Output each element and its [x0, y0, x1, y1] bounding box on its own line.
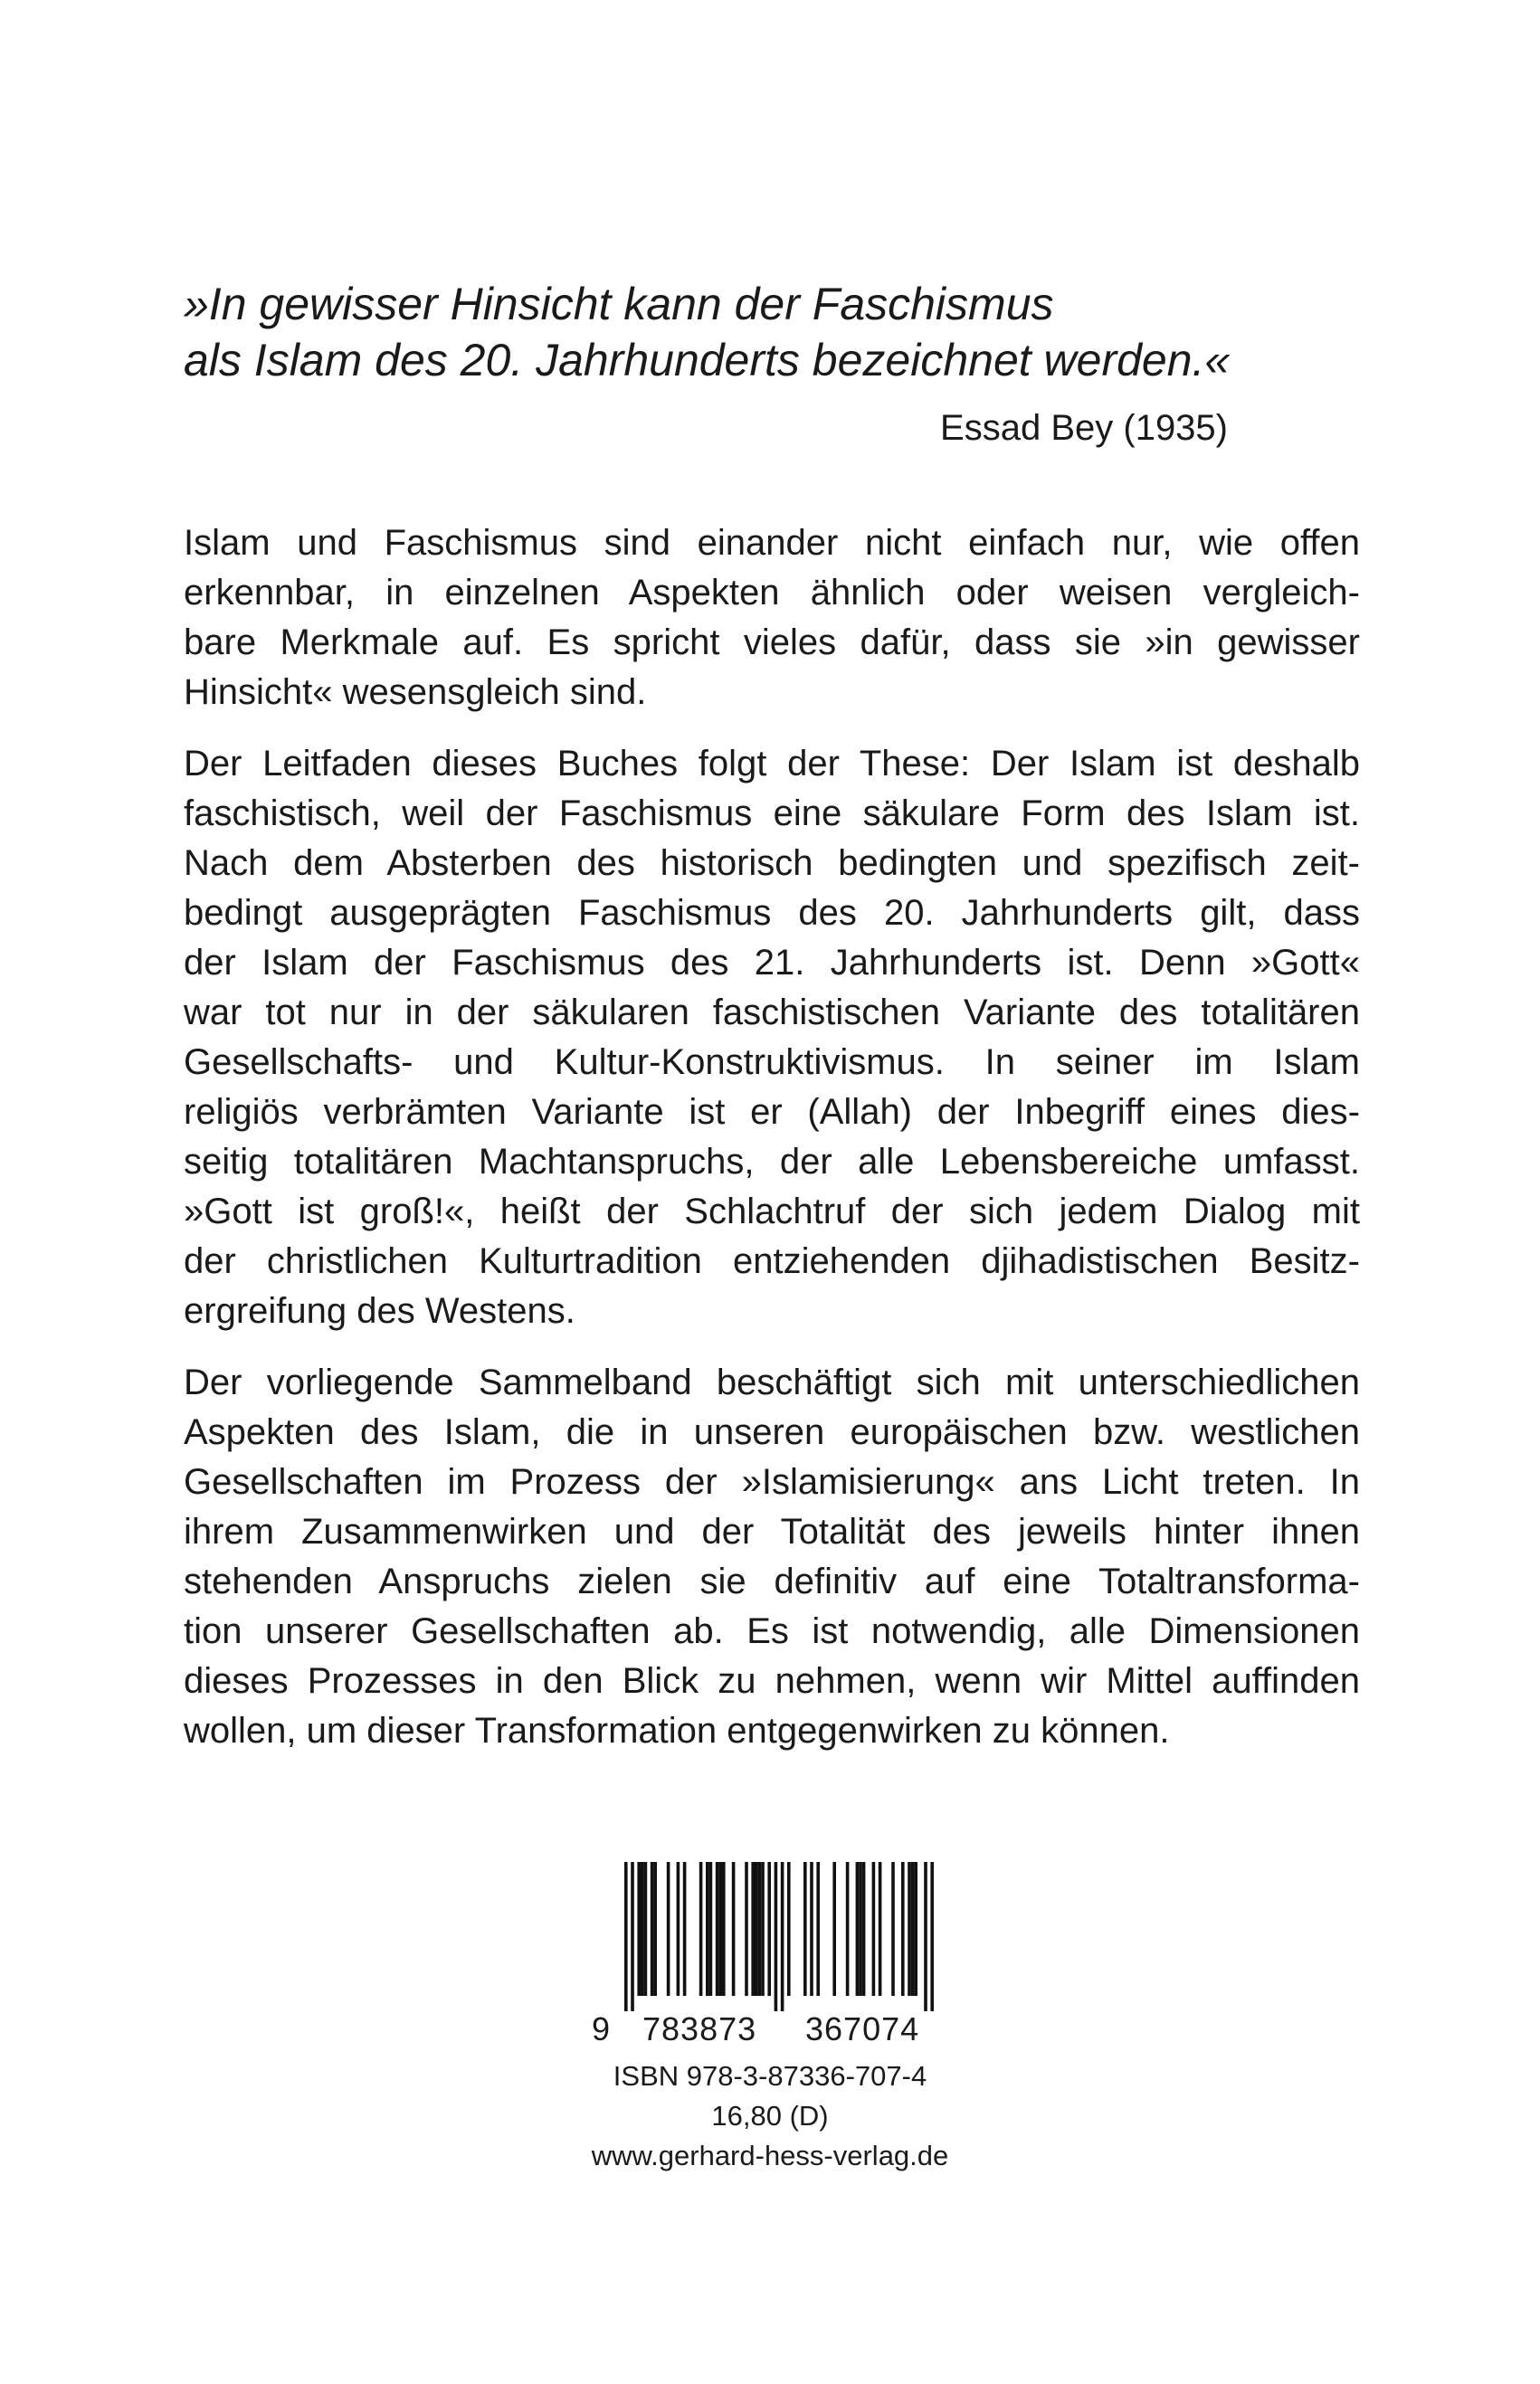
barcode-bar-8 — [677, 1862, 680, 1996]
text-line: »Gott ist groß!«, heißt der Schlachtruf der sich jedem Dialog mit — [184, 1192, 1360, 1231]
barcode-bar-7 — [667, 1862, 670, 1996]
barcode-bar-10 — [699, 1862, 703, 1996]
barcode-bar-13 — [716, 1862, 719, 1996]
barcode-digits — [590, 2007, 970, 2052]
text-line: bedingt ausgeprägten Faschismus des 20. Jahrhunderts gilt, dass — [184, 893, 1360, 933]
text-line: ihrem Zusammenwirken und der Totalität des jeweils hinter ihnen — [184, 1512, 1360, 1552]
barcode-bar-6 — [653, 1862, 657, 1996]
text-line: Der vorliegende Sammelband beschäftigt sich mit unterschiedlichen — [184, 1363, 1360, 1402]
text-line: faschistisch, weil der Faschismus eine säkulare Form des Islam ist. — [184, 793, 1360, 833]
barcode-bar-14 — [718, 1862, 722, 1996]
barcode-bar-35 — [879, 1862, 882, 1996]
barcode-bar-16 — [732, 1862, 736, 1996]
text-line: Nach dem Absterben des historisch bedingten und spezifisch zeit- — [184, 843, 1360, 883]
barcode-digit-first: 9 — [592, 2010, 611, 2047]
barcode-bar-18 — [751, 1862, 755, 1996]
barcode-bar-5 — [651, 1862, 654, 1996]
barcode-bar-4 — [644, 1862, 648, 1996]
quote-line-1: »In gewisser Hinsicht kann der Faschismus — [184, 279, 1054, 329]
barcode-bar-39 — [911, 1862, 915, 1996]
barcode-bar-0 — [624, 1862, 628, 2011]
barcode-bar-26 — [803, 1862, 807, 1996]
barcode-bar-31 — [856, 1862, 860, 1996]
text-line: bare Merkmale auf. Es spricht vieles dafür, dass sie »in gewisser — [184, 622, 1360, 662]
text-line: der christlichen Kulturtradition entziehenden djihadistischen Besitz- — [184, 1241, 1360, 1281]
barcode-bar-38 — [908, 1862, 911, 1996]
text-line: Aspekten des Islam, die in unseren europäischen bzw. westlichen — [184, 1412, 1360, 1452]
text-line: dieses Prozesses in den Blick zu nehmen, wenn wir Mittel auffinden — [184, 1661, 1360, 1701]
isbn-barcode — [590, 1862, 970, 2052]
paragraph-1 — [184, 518, 1360, 717]
barcode-digits-right: 367074 — [805, 2010, 920, 2047]
epigraph-quote — [184, 276, 1231, 388]
text-line: Hinsicht« wesensgleich sind. — [184, 672, 647, 712]
barcode-bar-23 — [775, 1862, 778, 2011]
barcode-bar-24 — [781, 1862, 784, 2011]
text-line: ergreifung des Westens. — [184, 1291, 575, 1331]
text-line: Der Leitfaden dieses Buches folgt der These: Der Islam ist deshalb — [184, 744, 1360, 784]
text-line: erkennbar, in einzelnen Aspekten ähnlich oder weisen vergleich- — [184, 573, 1360, 613]
barcode-bar-40 — [914, 1862, 917, 1996]
barcode-bar-25 — [787, 1862, 791, 1996]
barcode-bar-37 — [901, 1862, 905, 1996]
barcode-bar-17 — [745, 1862, 748, 1996]
barcode-bar-2 — [637, 1862, 641, 1996]
price: 16,80 (D) — [711, 2100, 829, 2132]
barcode-bar-9 — [683, 1862, 687, 1996]
publisher-url: www.gerhard-hess-verlag.de — [591, 2140, 949, 2171]
barcode-bar-19 — [755, 1862, 758, 1996]
quote-attribution: Essad Bey (1935) — [940, 408, 1228, 448]
barcode-bar-3 — [641, 1862, 644, 1996]
barcode-bar-36 — [891, 1862, 895, 1996]
text-line: Gesellschaften im Prozess der »Islamisierung« ans Licht treten. In — [184, 1462, 1360, 1502]
text-line: stehenden Anspruchs zielen sie definitiv auf eine Totaltransforma- — [184, 1562, 1360, 1601]
barcode-bar-11 — [706, 1862, 709, 1996]
barcode-bar-33 — [862, 1862, 866, 1996]
quote-line-2: als Islam des 20. Jahrhunderts bezeichnet werden.« — [184, 335, 1231, 385]
barcode-bar-27 — [810, 1862, 813, 1996]
barcode-digits-left: 783873 — [642, 2010, 757, 2047]
text-line: tion unserer Gesellschaften ab. Es ist notwendig, alle Dimensionen — [184, 1611, 1360, 1651]
barcode-bars — [590, 1862, 970, 2011]
isbn-number: ISBN 978-3-87336-707-4 — [613, 2060, 927, 2092]
barcode-bar-12 — [709, 1862, 713, 1996]
barcode-bar-30 — [846, 1862, 850, 1996]
text-line: war tot nur in der säkularen faschistischen Variante des totalitären — [184, 993, 1360, 1032]
paragraph-2 — [184, 739, 1360, 1336]
text-line: religiös verbrämten Variante ist er (Allah) der Inbegriff eines dies- — [184, 1092, 1360, 1132]
text-line: der Islam der Faschismus des 21. Jahrhunderts ist. Denn »Gott« — [184, 943, 1360, 983]
blurb-text — [184, 518, 1360, 1778]
barcode-bar-15 — [722, 1862, 726, 1996]
paragraph-3 — [184, 1358, 1360, 1756]
text-line: Gesellschafts- und Kultur-Konstruktivismus. In seiner im Islam — [184, 1042, 1360, 1082]
barcode-bar-32 — [859, 1862, 862, 1996]
barcode-bar-1 — [631, 1862, 634, 2011]
text-line: wollen, um dieser Transformation entgegenwirken zu können. — [184, 1711, 1170, 1751]
barcode-bar-41 — [924, 1862, 927, 2011]
barcode-bar-28 — [816, 1862, 820, 1996]
text-line: seitig totalitären Machtanspruchs, der alle Lebensbereiche umfasst. — [184, 1142, 1360, 1182]
text-line: Islam und Faschismus sind einander nicht einfach nur, wie offen — [184, 523, 1360, 563]
barcode-bar-20 — [758, 1862, 762, 1996]
barcode-bar-42 — [930, 1862, 934, 2011]
barcode-bar-22 — [767, 1862, 771, 1996]
barcode-bar-21 — [761, 1862, 765, 1996]
barcode-bar-34 — [872, 1862, 876, 1996]
barcode-bar-29 — [832, 1862, 836, 1996]
